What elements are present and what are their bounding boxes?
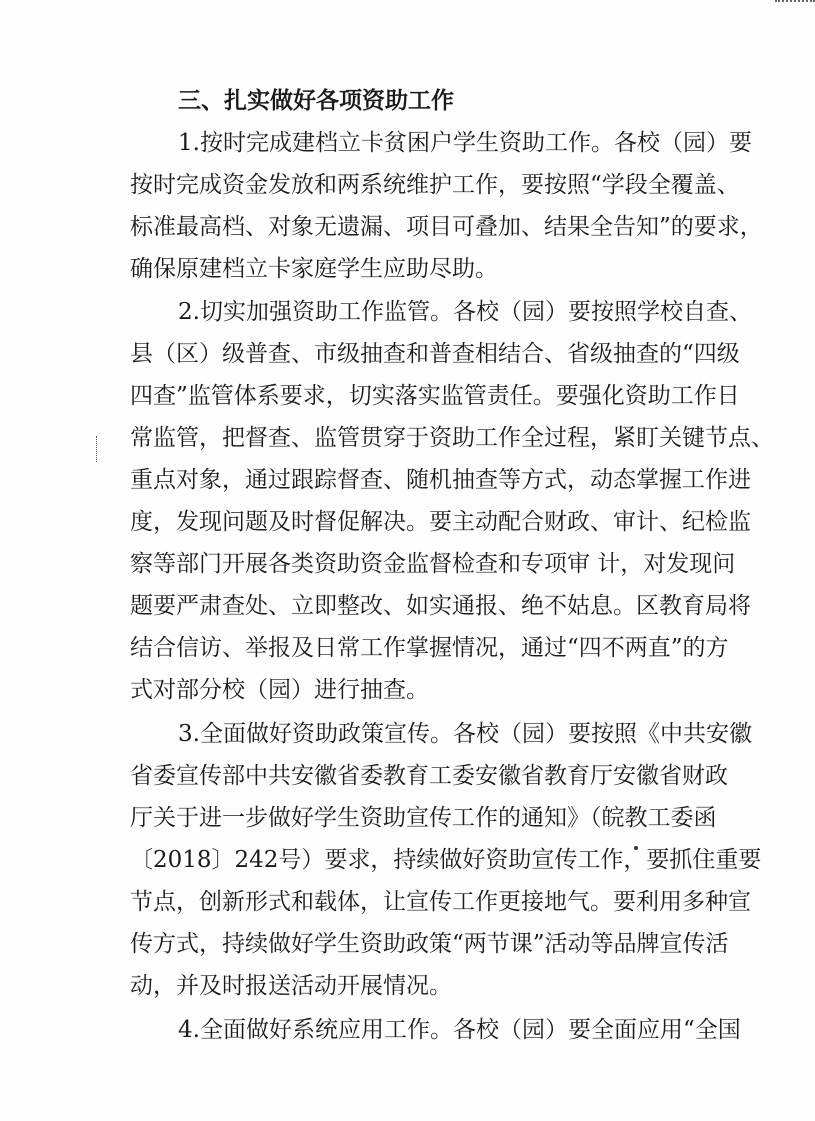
paragraph-2-line: 2.切实加强资助工作监管。各校（园）要按照学校自查、 xyxy=(178,299,752,325)
paragraph-1-line: 标准最高档、对象无遗漏、项目可叠加、结果全告知”的要求， xyxy=(130,214,763,240)
paragraph-2-line: 题要严肃查处、立即整改、如实通报、绝不姑息。区教育局将 xyxy=(130,593,751,619)
paragraph-2-line: 结合信访、举报及日常工作掌握情况，通过“四不两直”的方 xyxy=(130,635,729,661)
binding-hole-mark xyxy=(96,436,100,462)
paragraph-4-line: 4.全面做好系统应用工作。各校（园）要全面应用“全国 xyxy=(178,1017,741,1043)
paragraph-1-line: 确保原建档立卡家庭学生应助尽助。 xyxy=(130,256,498,282)
paragraph-2-line: 四查”监管体系要求，切实落实监管责任。要强化资助工作日 xyxy=(130,383,740,409)
scan-edge-mark xyxy=(775,0,815,8)
paragraph-1-line: 按时完成资金发放和两系统维护工作，要按照“学段全覆盖、 xyxy=(130,172,740,198)
paragraph-2-line: 式对部分校（园）进行抽查。 xyxy=(130,677,429,703)
paragraph-3-line: 3.全面做好资助政策宣传。各校（园）要按照《中共安徽 xyxy=(178,721,752,747)
paragraph-3-line: 动，并及时报送活动开展情况。 xyxy=(130,973,452,999)
paragraph-1-line: 1.按时完成建档立卡贫困户学生资助工作。各校（园）要 xyxy=(178,130,752,156)
paragraph-2-line: 察等部门开展各类资助资金监督检查和专项审 计，对发现问 xyxy=(130,551,736,577)
paragraph-2-line: 度，发现问题及时督促解决。要主动配合财政、审计、纪检监 xyxy=(130,509,751,535)
paragraph-3-line: 〔2018〕242号）要求，持续做好资助宣传工作，要抓住重要 xyxy=(130,847,762,873)
paragraph-3-line: 节点，创新形式和载体，让宣传工作更接地气。要利用多种宣 xyxy=(130,889,751,915)
paragraph-3-line: 传方式，持续做好学生资助政策“两节课”活动等品牌宣传活 xyxy=(130,931,729,957)
paragraph-2-line: 县（区）级普查、市级抽查和普查相结合、省级抽查的“四级 xyxy=(130,341,740,367)
section-heading: 三、扎实做好各项资助工作 xyxy=(178,87,454,114)
paragraph-2-line: 常监管，把督查、监管贯穿于资助工作全过程，紧盯关键节点、 xyxy=(130,425,774,451)
paragraph-3-line: 省委宣传部中共安徽省委教育工委安徽省教育厅安徽省财政 xyxy=(130,763,728,789)
paragraph-3-line: 厅关于进一步做好学生资助宣传工作的通知》（皖教工委函 xyxy=(130,805,717,831)
paragraph-2-line: 重点对象，通过跟踪督查、随机抽查等方式，动态掌握工作进 xyxy=(130,467,751,493)
